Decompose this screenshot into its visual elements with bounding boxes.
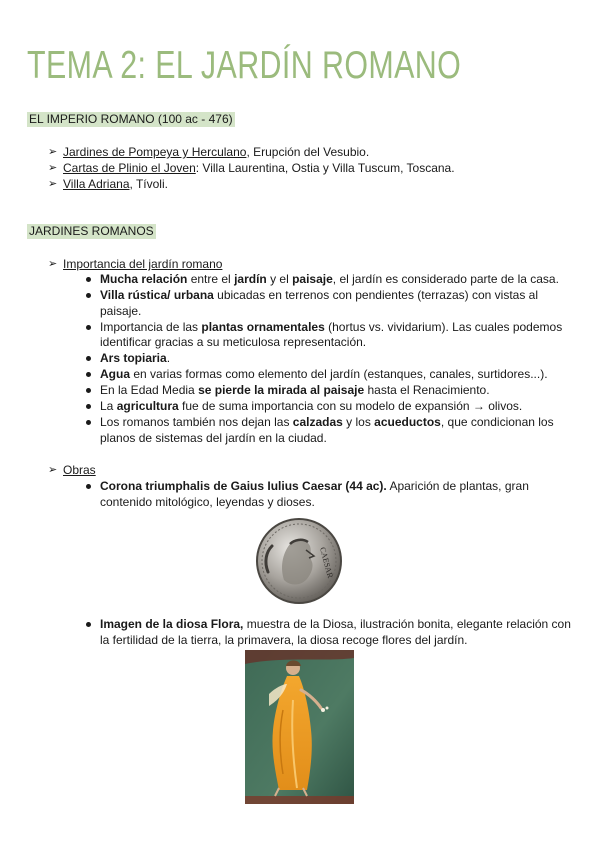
flora-fresco-image bbox=[245, 650, 354, 804]
works-label: Obras bbox=[63, 463, 96, 477]
list-item: Imagen de la diosa Flora, muestra de la Diosa, ilustración bonita, elegante relación con la fertilidad de la tierra, la primavera, la diosa recoge flores del jardín. bbox=[83, 617, 573, 648]
list-item: Mucha relación entre el jardín y el paisaje, el jardín es considerado parte de la casa. bbox=[83, 272, 573, 288]
list-item: Los romanos también nos dejan las calzadas y los acueductos, que condicionan los planos de sistemas del jardín en la ciudad. bbox=[83, 415, 573, 446]
importance-label: Importancia del jardín romano bbox=[63, 257, 223, 271]
arrowhead-icon: ➢ bbox=[48, 258, 58, 270]
arrowhead-icon: ➢ bbox=[48, 162, 58, 174]
list-item: Villa rústica/ urbana ubicadas en terrenos con pendientes (terrazas) con vistas al paisaje. bbox=[83, 288, 573, 319]
imperio-list bbox=[48, 145, 455, 193]
list-item: ➢ Cartas de Plinio el Joven: Villa Laurentina, Ostia y Villa Tuscum, Toscana. bbox=[48, 161, 455, 175]
link-pompeya[interactable]: Jardines de Pompeya y Herculano bbox=[63, 145, 247, 159]
list-item bbox=[48, 257, 222, 272]
list-item: ➢ Jardines de Pompeya y Herculano, Erupción del Vesubio. bbox=[48, 145, 370, 159]
link-plinio[interactable]: Cartas de Plinio el Joven bbox=[63, 161, 196, 175]
importance-heading bbox=[48, 257, 222, 273]
arrowhead-icon: ➢ bbox=[48, 146, 58, 158]
list-item: Corona triumphalis de Gaius Iulius Caesar (44 ac). Aparición de plantas, gran contenido mitológico, leyendas y dioses. bbox=[83, 479, 573, 510]
coin-inscription: CAESAR bbox=[318, 546, 335, 580]
importance-bullets bbox=[83, 272, 573, 447]
arrowhead-icon: ➢ bbox=[48, 178, 58, 190]
works-heading bbox=[48, 463, 96, 479]
list-item bbox=[48, 463, 96, 478]
list-item: Importancia de las plantas ornamentales (hortus vs. vividarium). Las cuales podemos identificar gracias a su meticulosa representación. bbox=[83, 320, 573, 351]
works-bullet-1 bbox=[83, 479, 573, 511]
list-item: Agua en varias formas como elemento del jardín (estanques, canales, surtidores...). bbox=[83, 367, 573, 383]
list-item: La agricultura fue de suma importancia con su modelo de expansión → olivos. bbox=[83, 399, 573, 415]
list-item: ➢ Villa Adriana, Tívoli. bbox=[48, 177, 168, 191]
arrowhead-icon: ➢ bbox=[48, 464, 58, 476]
page-title: TEMA 2: EL JARDÍN ROMANO bbox=[27, 44, 462, 87]
section-heading-jardines: JARDINES ROMANOS bbox=[29, 224, 154, 238]
link-villa-adriana[interactable]: Villa Adriana bbox=[63, 177, 130, 191]
list-item: Ars topiaria. bbox=[83, 351, 573, 367]
coin-image bbox=[254, 516, 344, 606]
works-bullet-2 bbox=[83, 617, 573, 649]
list-item: En la Edad Media se pierde la mirada al paisaje hasta el Renacimiento. bbox=[83, 383, 573, 399]
section-heading-imperio: EL IMPERIO ROMANO (100 ac - 476) bbox=[29, 112, 233, 126]
